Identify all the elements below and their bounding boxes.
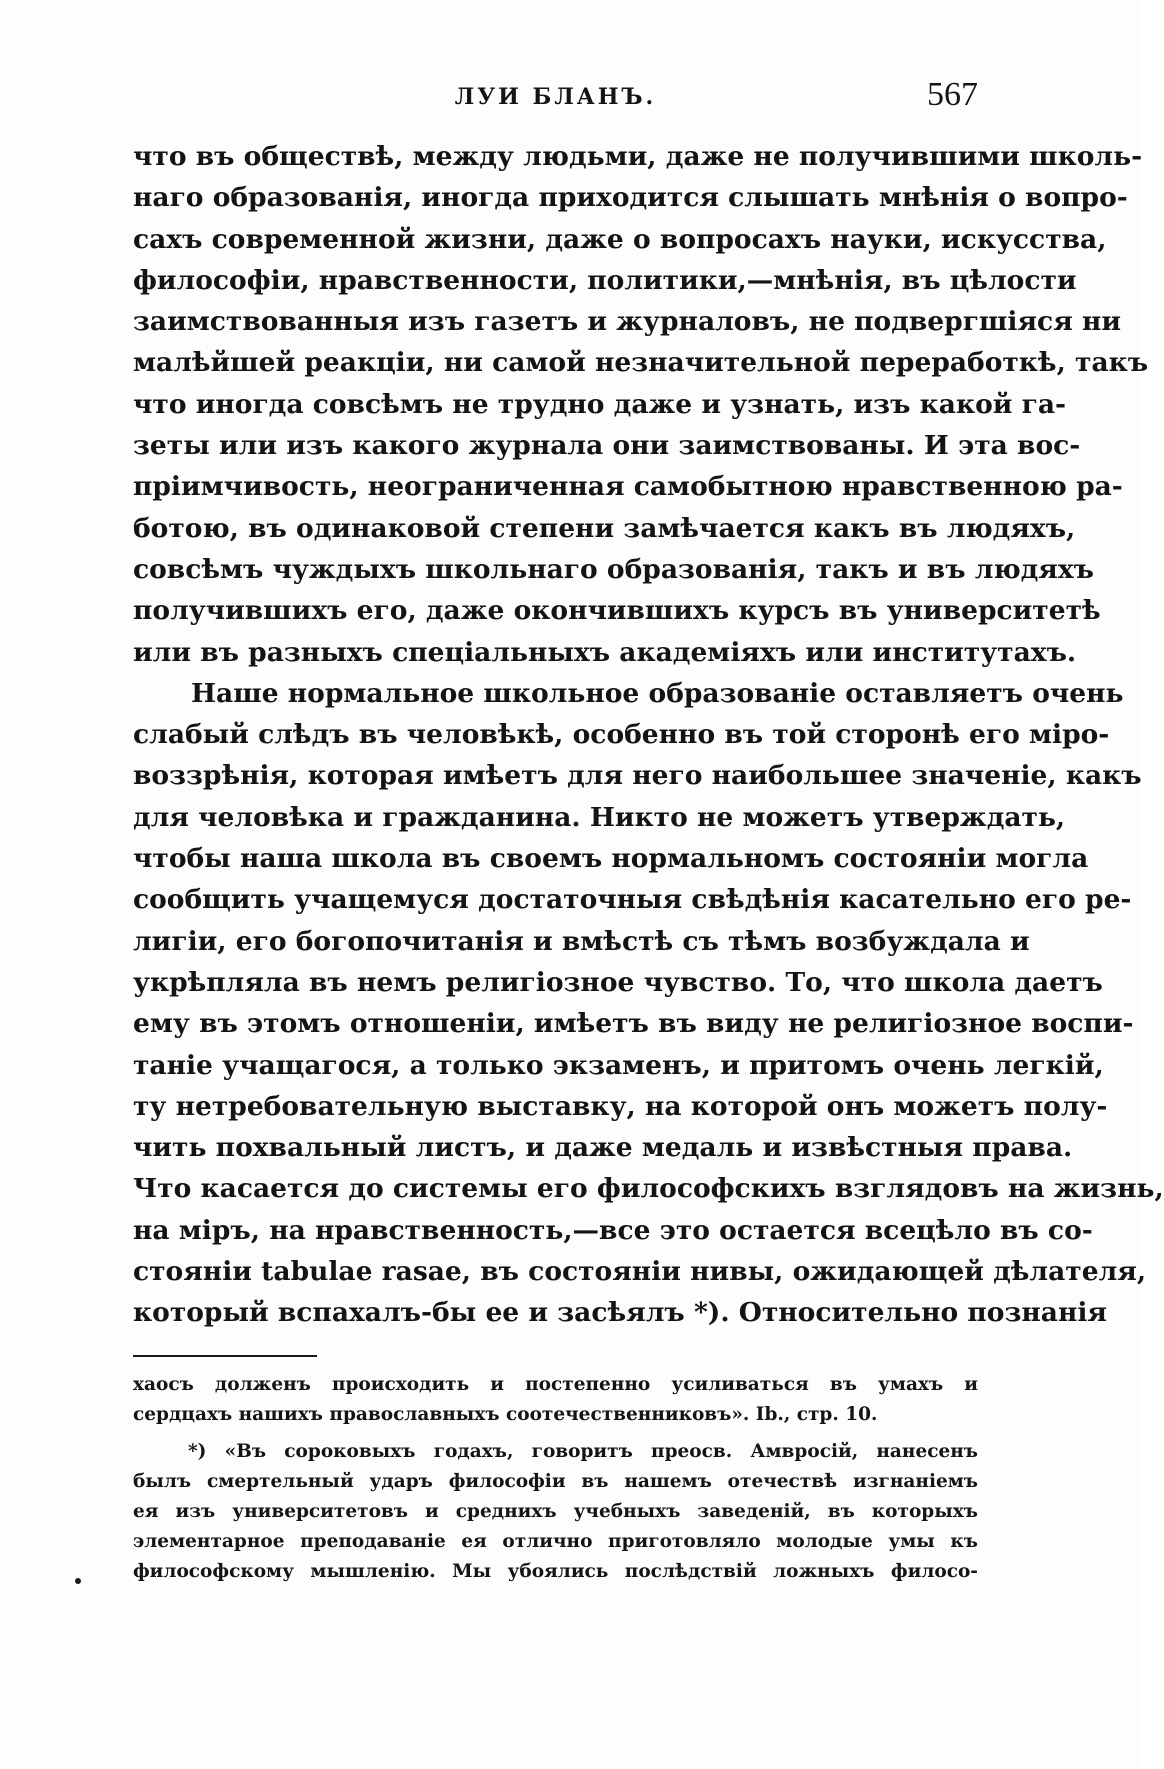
text-line: ботою, въ одинаковой степени замѣчается какъ въ людяхъ,: [133, 512, 1076, 544]
margin-mark: [75, 1578, 81, 1584]
text-line: стояніи tabulae rasae, въ состояніи нивы, ожидающей дѣлателя,: [133, 1256, 1147, 1288]
main-text: [133, 136, 1164, 1334]
running-title: ЛУИ БЛАНЪ.: [454, 84, 657, 110]
text-line: укрѣпляла въ немъ религіозное чувство. То, что школа даетъ: [133, 966, 1103, 998]
text-line: получившихъ его, даже окончившихъ курсъ въ университетѣ: [133, 595, 1101, 627]
text-line: наго образованія, иногда приходится слышать мнѣнія о вопро-: [133, 182, 1128, 214]
page-number: 567: [927, 76, 978, 113]
text-line: который вспахалъ-бы ее и засѣялъ *). Относительно познанія: [133, 1297, 1107, 1329]
text-line: воззрѣнія, которая имѣетъ для него наибольшее значеніе, какъ: [133, 760, 1142, 792]
footnote-line: элементарное преподаваніе ея отлично приготовляло молодые умы къ: [133, 1531, 978, 1552]
text-line: философіи, нравственности, политики,—мнѣнія, въ цѣлости: [133, 264, 1077, 296]
text-line: малѣйшей реакціи, ни самой незначительной переработкѣ, такъ: [133, 347, 1149, 379]
footnote-line: ея изъ университетовъ и среднихъ учебныхъ заведеній, въ которыхъ: [133, 1501, 978, 1522]
footnote-start-line: *) «Въ сороковыхъ годахъ, говоритъ преосв. Амвросій, нанесенъ: [188, 1441, 978, 1462]
text-line: чить похвальный листъ, и даже медаль и извѣстныя права.: [133, 1132, 1073, 1164]
text-line: на міръ, на нравственность,—все это остается всецѣло въ со-: [133, 1214, 1093, 1246]
page-header: [133, 76, 978, 116]
footnote-line: сердцахъ нашихъ православныхъ соотечественниковъ». Ib., стр. 10.: [133, 1404, 878, 1425]
text-line: что въ обществѣ, между людьми, даже не получившими школь-: [133, 141, 1143, 172]
text-line: лигіи, его богопочитанія и вмѣстѣ съ тѣмъ возбуждала и: [133, 925, 1030, 957]
footnote-line: былъ смертельный ударъ философіи въ нашемъ отечествѣ изгнаніемъ: [133, 1471, 978, 1492]
text-line: зеты или изъ какого журнала они заимствованы. И эта вос-: [133, 430, 1081, 462]
text-line: сахъ современной жизни, даже о вопросахъ науки, искусства,: [133, 223, 1107, 255]
text-line: сообщить учащемуся достаточныя свѣдѣнія касательно его ре-: [133, 884, 1132, 916]
paragraph-start-line: Наше нормальное школьное образованіе оставляетъ очень: [191, 677, 1124, 709]
footnotes: [133, 1370, 978, 1587]
text-line: чтобы наша школа въ своемъ нормальномъ состояніи могла: [133, 843, 1089, 875]
text-line: пріимчивость, неограниченная самобытною нравственною ра-: [133, 471, 1123, 503]
text-line: Что касается до системы его философскихъ взглядовъ на жизнь,: [133, 1173, 1164, 1205]
text-line: слабый слѣдъ въ человѣкѣ, особенно въ той сторонѣ его міро-: [133, 719, 1110, 751]
text-line: ту нетребовательную выставку, на которой онъ можетъ полу-: [133, 1090, 1108, 1122]
footnote-line: философскому мышленію. Мы убоялись послѣдствій ложныхъ филосо-: [133, 1561, 978, 1582]
footnote-divider: [133, 1355, 317, 1357]
text-line: ему въ этомъ отношеніи, имѣетъ въ виду не религіозное воспи-: [133, 1008, 1134, 1040]
text-line: или въ разныхъ спеціальныхъ академіяхъ или институтахъ.: [133, 636, 1077, 668]
text-line: таніе учащагося, а только экзаменъ, и притомъ очень легкій,: [133, 1049, 1104, 1081]
text-line: заимствованныя изъ газетъ и журналовъ, не подвергшіяся ни: [133, 306, 1122, 338]
text-line: совсѣмъ чуждыхъ школьнаго образованія, такъ и въ людяхъ: [133, 553, 1095, 585]
text-line: для человѣка и гражданина. Никто не можетъ утверждать,: [133, 801, 1066, 833]
footnote-line: хаосъ долженъ происходить и постепенно усиливаться въ умахъ и: [133, 1374, 978, 1395]
text-line: что иногда совсѣмъ не трудно даже и узнать, изъ какой га-: [133, 388, 1067, 420]
